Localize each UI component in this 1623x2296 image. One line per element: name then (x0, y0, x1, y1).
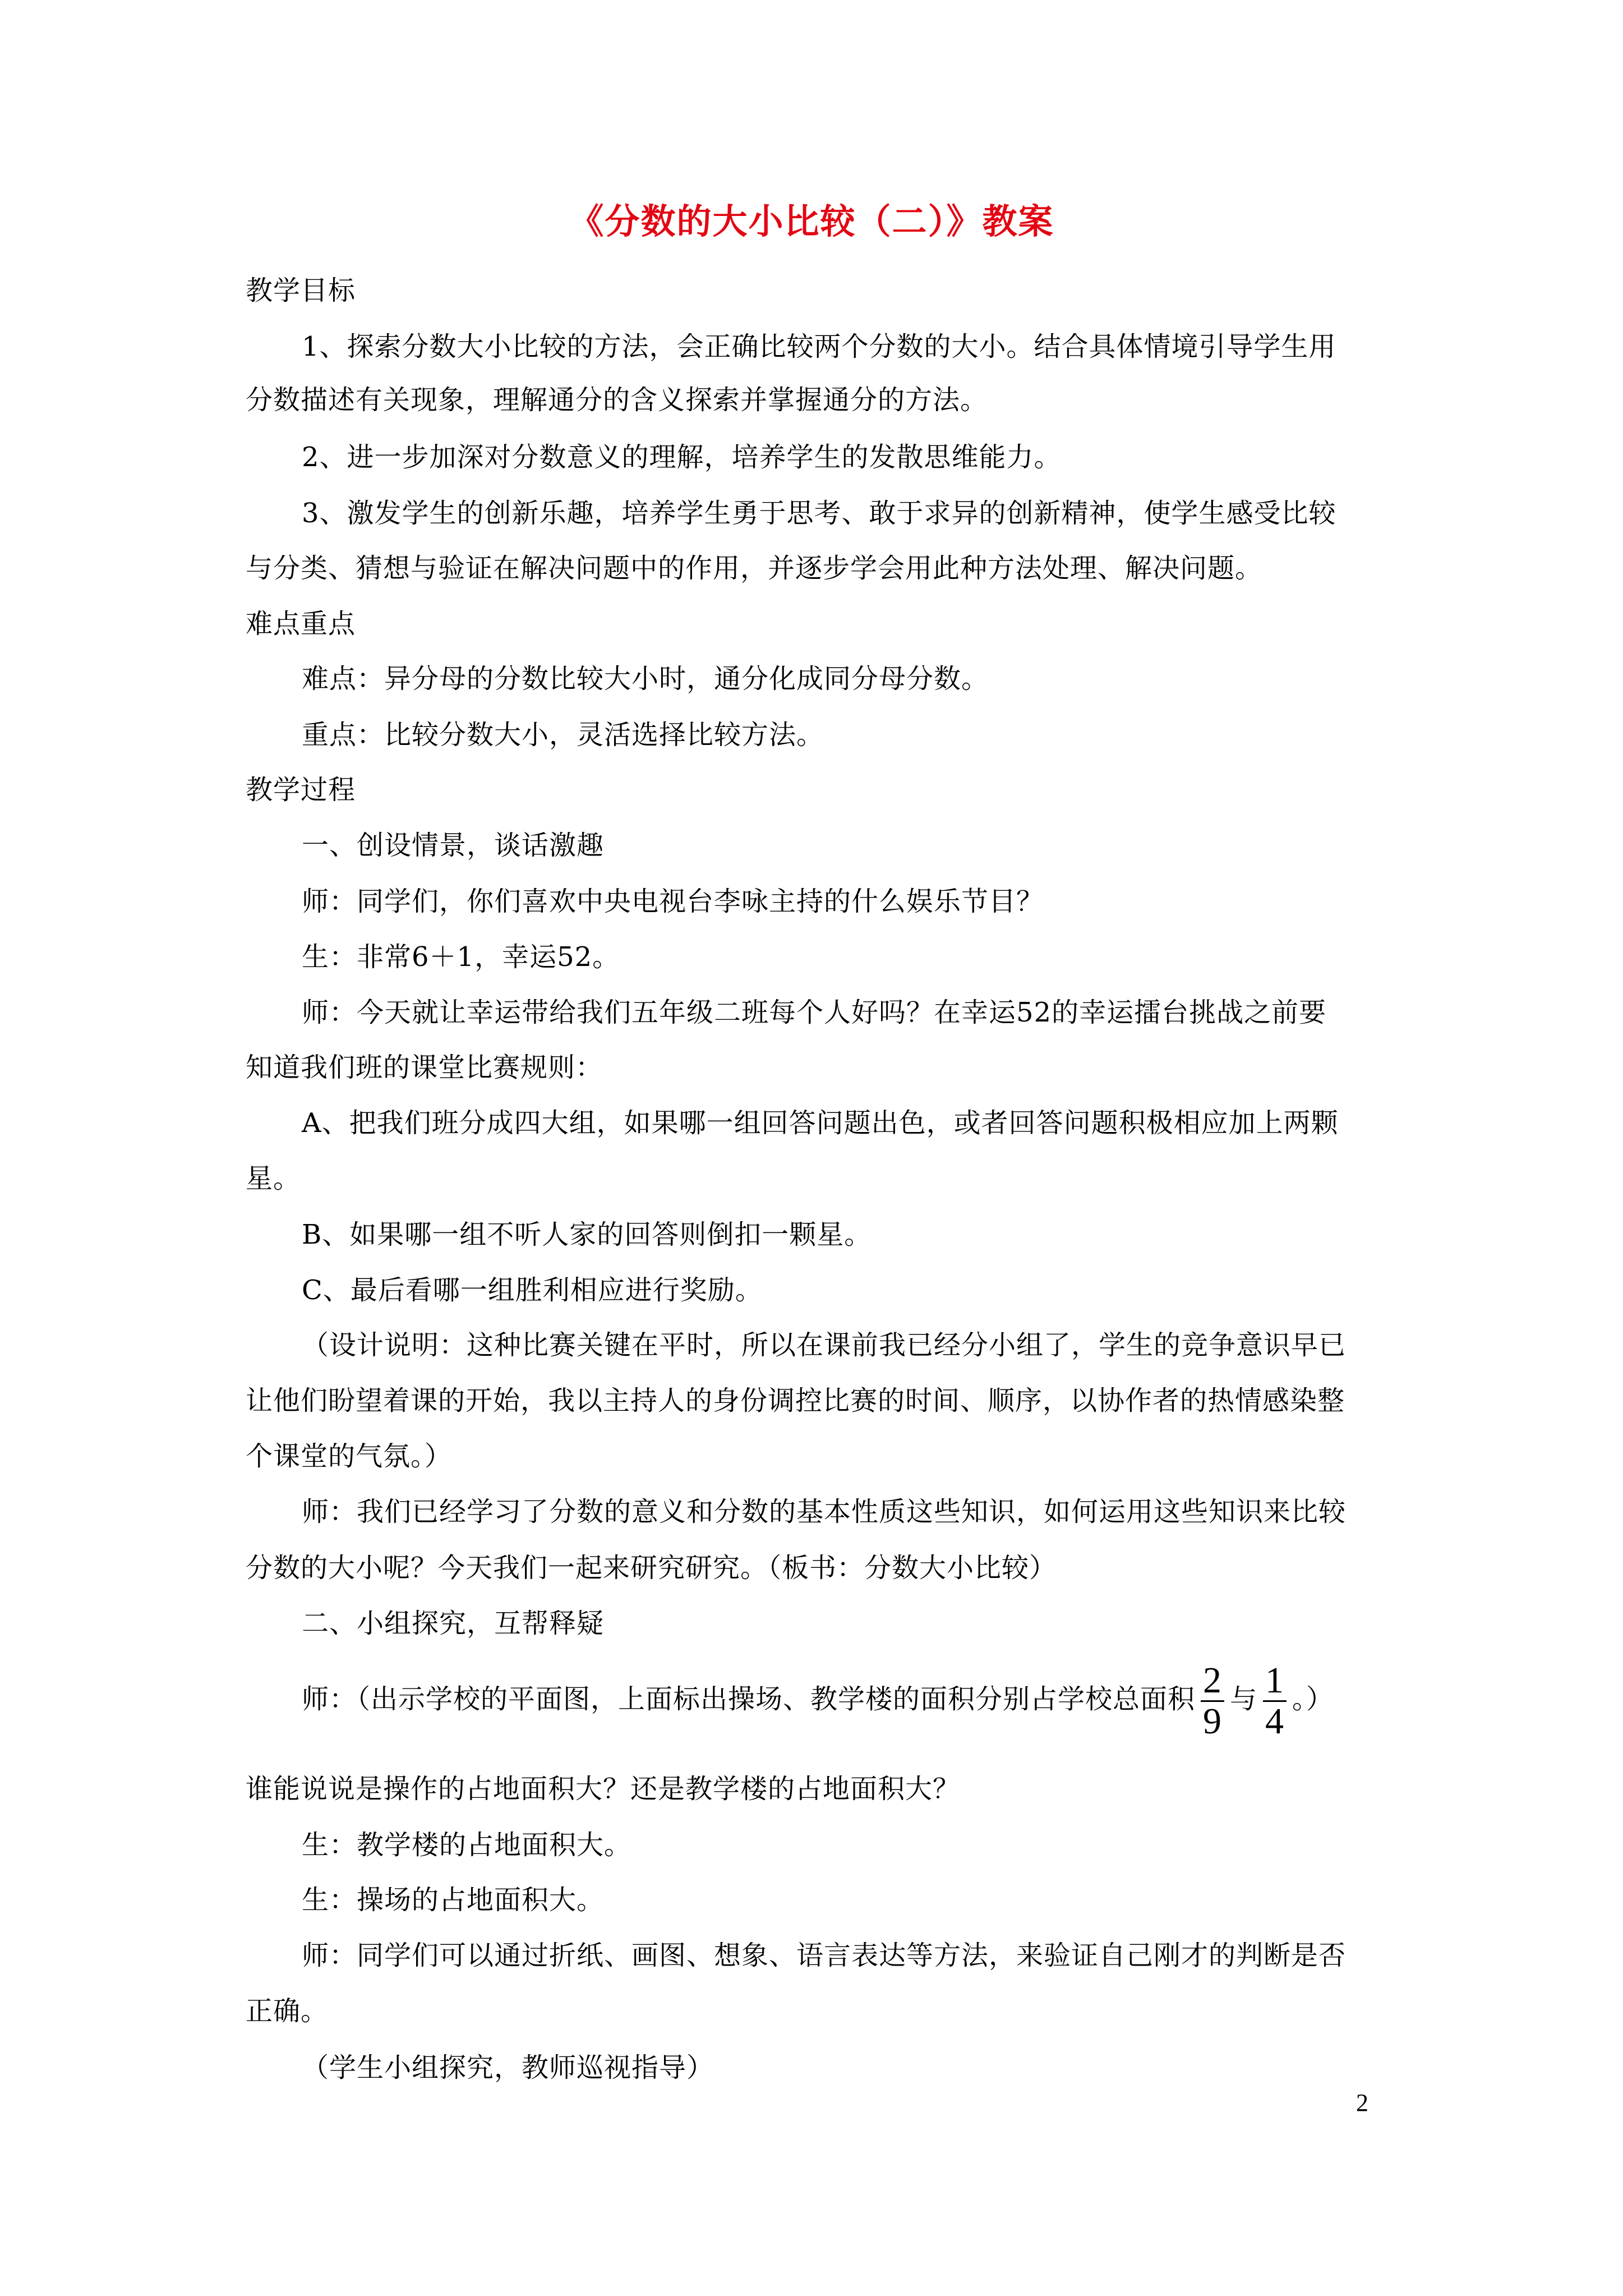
paragraph-line: 星。 (246, 1163, 301, 1194)
fraction-numerator: 2 (1201, 1663, 1224, 1702)
paragraph-line: 分数描述有关现象，理解通分的含义探索并掌握通分的方法。 (246, 384, 988, 416)
paragraph-line: 正确。 (246, 1995, 329, 2027)
section-heading-difficulties: 难点重点 (246, 608, 356, 639)
paragraph-line: （学生小组探究，教师巡视指导） (302, 2052, 714, 2083)
paragraph-line: 与分类、猜想与验证在解决问题中的作用，并逐步学会用此种方法处理、解决问题。 (246, 553, 1263, 584)
subsection-heading: 二、小组探究，互帮释疑 (302, 1608, 605, 1639)
fraction-line-text-before: 师：（出示学校的平面图，上面标出操场、教学楼的面积分别占学校总面积 (302, 1683, 1196, 1715)
fraction-line-text-after: 。） (1292, 1683, 1334, 1715)
paragraph-line: 知道我们班的课堂比赛规则： (246, 1052, 603, 1083)
paragraph-line: 谁能说说是操作的占地面积大？还是教学楼的占地面积大？ (246, 1773, 961, 1805)
section-heading-objectives: 教学目标 (246, 275, 356, 306)
paragraph-line: 分数的大小呢？今天我们一起来研究研究。（板书：分数大小比较） (246, 1552, 1057, 1584)
fraction-two-ninths (1201, 1660, 1224, 1742)
paragraph-line: 难点：异分母的分数比较大小时，通分化成同分母分数。 (302, 663, 989, 694)
subsection-heading: 一、创设情景，谈话激趣 (302, 830, 605, 861)
paragraph-line: 重点：比较分数大小，灵活选择比较方法。 (302, 719, 824, 751)
paragraph-line: 让他们盼望着课的开始，我以主持人的身份调控比赛的时间、顺序，以协作者的热情感染整 (246, 1385, 1345, 1416)
paragraph-line: 生：教学楼的占地面积大。 (302, 1829, 632, 1861)
paragraph-line: （设计说明：这种比赛关键在平时，所以在课前我已经分小组了，学生的竞争意识早已 (302, 1329, 1347, 1361)
paragraph-line: 1、探索分数大小比较的方法，会正确比较两个分数的大小。结合具体情境引导学生用 (302, 331, 1336, 362)
paragraph-line: C、最后看哪一组胜利相应进行奖励。 (302, 1274, 763, 1306)
paragraph-line: B、如果哪一组不听人家的回答则倒扣一颗星。 (302, 1219, 872, 1250)
paragraph-line: 2、进一步加深对分数意义的理解，培养学生的发散思维能力。 (302, 441, 1062, 473)
paragraph-line: 个课堂的气氛。） (246, 1441, 453, 1472)
paragraph-line: 师：同学们，你们喜欢中央电视台李咏主持的什么娱乐节目？ (302, 886, 1044, 917)
paragraph-line: 师：我们已经学习了分数的意义和分数的基本性质这些知识，如何运用这些知识来比较 (302, 1496, 1347, 1527)
page-number: 2 (1356, 2089, 1368, 2116)
paragraph-line: 3、激发学生的创新乐趣，培养学生勇于思考、敢于求异的创新精神，使学生感受比较 (302, 498, 1336, 529)
fraction-line-text-between: 与 (1230, 1683, 1258, 1715)
fraction-denominator: 4 (1265, 1701, 1285, 1742)
fraction-paragraph-line (302, 1660, 1334, 1742)
paragraph-line: 师：同学们可以通过折纸、画图、想象、语言表达等方法，来验证自己刚才的判断是否 (302, 1940, 1347, 1971)
document-title: 《分数的大小比较（二）》教案 (569, 201, 1054, 242)
fraction-one-quarter (1263, 1660, 1287, 1742)
paragraph-line: 生：操场的占地面积大。 (302, 1884, 605, 1916)
fraction-numerator: 1 (1263, 1663, 1287, 1702)
paragraph-line: 生：非常6＋1，幸运52。 (302, 941, 620, 973)
section-heading-process: 教学过程 (246, 774, 356, 806)
paragraph-line: 师：今天就让幸运带给我们五年级二班每个人好吗？在幸运52的幸运擂台挑战之前要 (302, 997, 1327, 1028)
paragraph-line: A、把我们班分成四大组，如果哪一组回答问题出色，或者回答问题积极相应加上两颗 (302, 1107, 1339, 1139)
fraction-denominator: 9 (1203, 1701, 1223, 1742)
